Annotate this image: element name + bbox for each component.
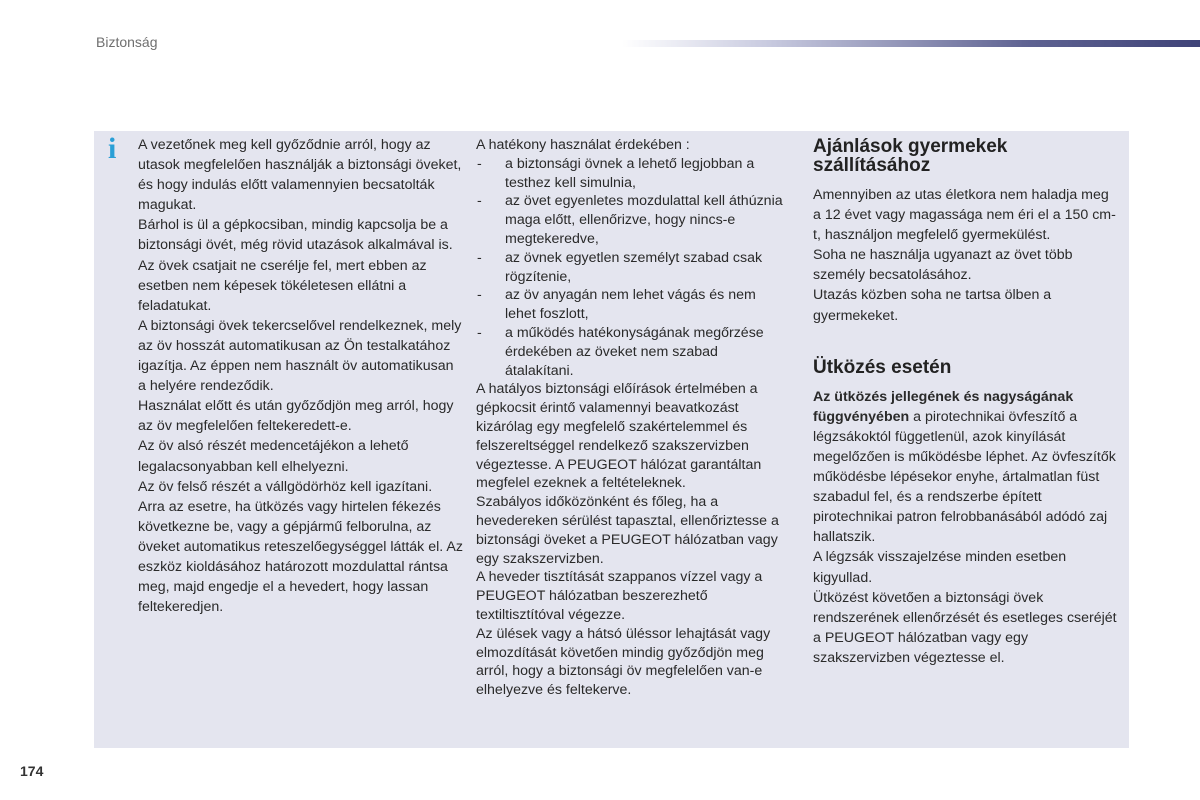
dash-bullet: -	[477, 324, 482, 341]
paragraph: A biztonsági övek tekercselővel rendelkeznek, mely az öv hosszát automatikusan az Ön testalkatához igazítja. Az éppen nem használt öv automatikusan a helyére rendeződik.	[138, 317, 462, 395]
paragraph: A légzsák visszajelzése minden esetben kigyullad.	[813, 549, 1067, 586]
heading-child-transport: Ajánlások gyermekek szállításához	[813, 136, 1008, 176]
list-item	[476, 286, 786, 324]
paragraph: Használat előtt és után győződjön meg arról, hogy az öv megfelelően feltekeredett-e.	[138, 398, 454, 435]
dash-bullet: -	[477, 155, 482, 172]
list-item-text: az övnek egyetlen személyt szabad csak rögzítenie,	[505, 249, 763, 285]
paragraph: Az övek csatjait ne cserélje fel, mert ebben az esetben nem képesek tökéletesen ellátni a feladatukat.	[138, 257, 427, 314]
list-item-text: a működés hatékonyságának megőrzése érdekében az öveket nem szabad átalakítani.	[505, 324, 764, 379]
header-gradient-bar	[622, 40, 1200, 47]
column-1	[138, 135, 463, 617]
list-item-text: az öv anyagán nem lehet vágás és nem lehet foszlott,	[505, 287, 756, 323]
paragraph: Arra az esetre, ha ütközés vagy hirtelen fékezés következne be, vagy a gépjármű felborulna, az öveket automatikus reteszelőegységgel látták el. Az eszköz kioldásához határozott mozdulattal rántsa meg, majd engedje el a hevedert, hogy lassan feltekeredjen.	[138, 498, 463, 616]
paragraph: A hatályos biztonsági előírások értelmében a gépkocsit érintő valamennyi beavatkozást kizárólag egy megfelelő szakértelemmel és felszereltséggel rendelkező szakszervizben végeztesse. A PEUGEOT hálózat garantáltan megfelel ezeknek a feltételeknek.	[476, 381, 762, 492]
list-item	[476, 192, 786, 248]
dash-bullet: -	[477, 249, 482, 266]
paragraph: Ütközést követően a biztonsági övek rendszerének ellenőrzését és esetleges cseréjét a PEUGEOT hálózatban vagy egy szakszervizben végeztesse el.	[813, 589, 1117, 666]
list-item	[476, 155, 786, 193]
paragraph: A heveder tisztítását szappanos vízzel vagy a PEUGEOT hálózatban beszerezhető textiltisztítóval végezze.	[476, 569, 763, 623]
info-icon: i	[108, 132, 117, 165]
paragraph: Utazás közben soha ne tartsa ölben a gyermekeket.	[813, 287, 1052, 324]
paragraph: A vezetőnek meg kell győződnie arról, hogy az utasok megfelelően használják a biztonsági öveket, és hogy indulás előtt valamennyien becsatolták magukat.	[138, 137, 462, 214]
paragraph: Az öv alsó részét medencetájékon a lehető legalacsonyabban kell elhelyezni.	[138, 438, 409, 475]
dash-bullet: -	[477, 193, 482, 210]
bold-lead: Az ütközés jellegének és nagyságának függvényében	[813, 388, 1074, 425]
dash-bullet: -	[477, 287, 482, 304]
list-intro: A hatékony használat érdekében :	[476, 137, 690, 153]
paragraph	[813, 387, 1118, 548]
list-item-text: az övet egyenletes mozdulattal kell áthúznia maga előtt, ellenőrizve, hogy nincs-e megtekeredve,	[505, 193, 783, 247]
list-item	[476, 324, 786, 380]
paragraph: Bárhol is ül a gépkocsiban, mindig kapcsolja be a biztonsági övét, még rövid utazások alkalmával is.	[138, 217, 453, 254]
paragraph: Az ülések vagy a hátsó üléssor lehajtását vagy elmozdítását követően mindig győződjön meg arról, hogy a biztonsági öv megfelelően van-e elhelyezve és feltekerve.	[476, 625, 771, 699]
paragraph: Amennyiben az utas életkora nem haladja meg a 12 évet vagy magassága nem éri el a 150 cm-t, használjon megfelelő gyermekülést.	[813, 187, 1116, 244]
list-item-text: a biztonsági övnek a lehető legjobban a testhez kell simulnia,	[505, 155, 755, 191]
heading-collision: Ütközés esetén	[813, 356, 952, 378]
paragraph-text: a pirotechnikai övfeszítő a légzsákoktól függetlenül, azok kinyílását megelőzően is működésbe léphet. Az övfeszítők működésbe lépésekor enyhe, ártalmatlan füst szabadul fel, és a rendszerbe épített pirotechnikai patron felrobbanásából adódó zaj hallatszik.	[813, 408, 1116, 546]
column-2	[476, 136, 786, 700]
list-item	[476, 249, 786, 287]
column-3	[813, 137, 1118, 668]
paragraph: Soha ne használja ugyanazt az övet több személy becsatolásához.	[813, 247, 1073, 284]
paragraph: Az öv felső részét a vállgödörhöz kell igazítani.	[138, 478, 433, 495]
page-number: 174	[20, 763, 44, 779]
paragraph: Szabályos időközönként és főleg, ha a hevedereken sérülést tapasztal, ellenőriztesse a biztonsági öveket a PEUGEOT hálózatban vagy egy szakszervizben.	[476, 494, 779, 567]
section-label: Biztonság	[96, 34, 158, 50]
